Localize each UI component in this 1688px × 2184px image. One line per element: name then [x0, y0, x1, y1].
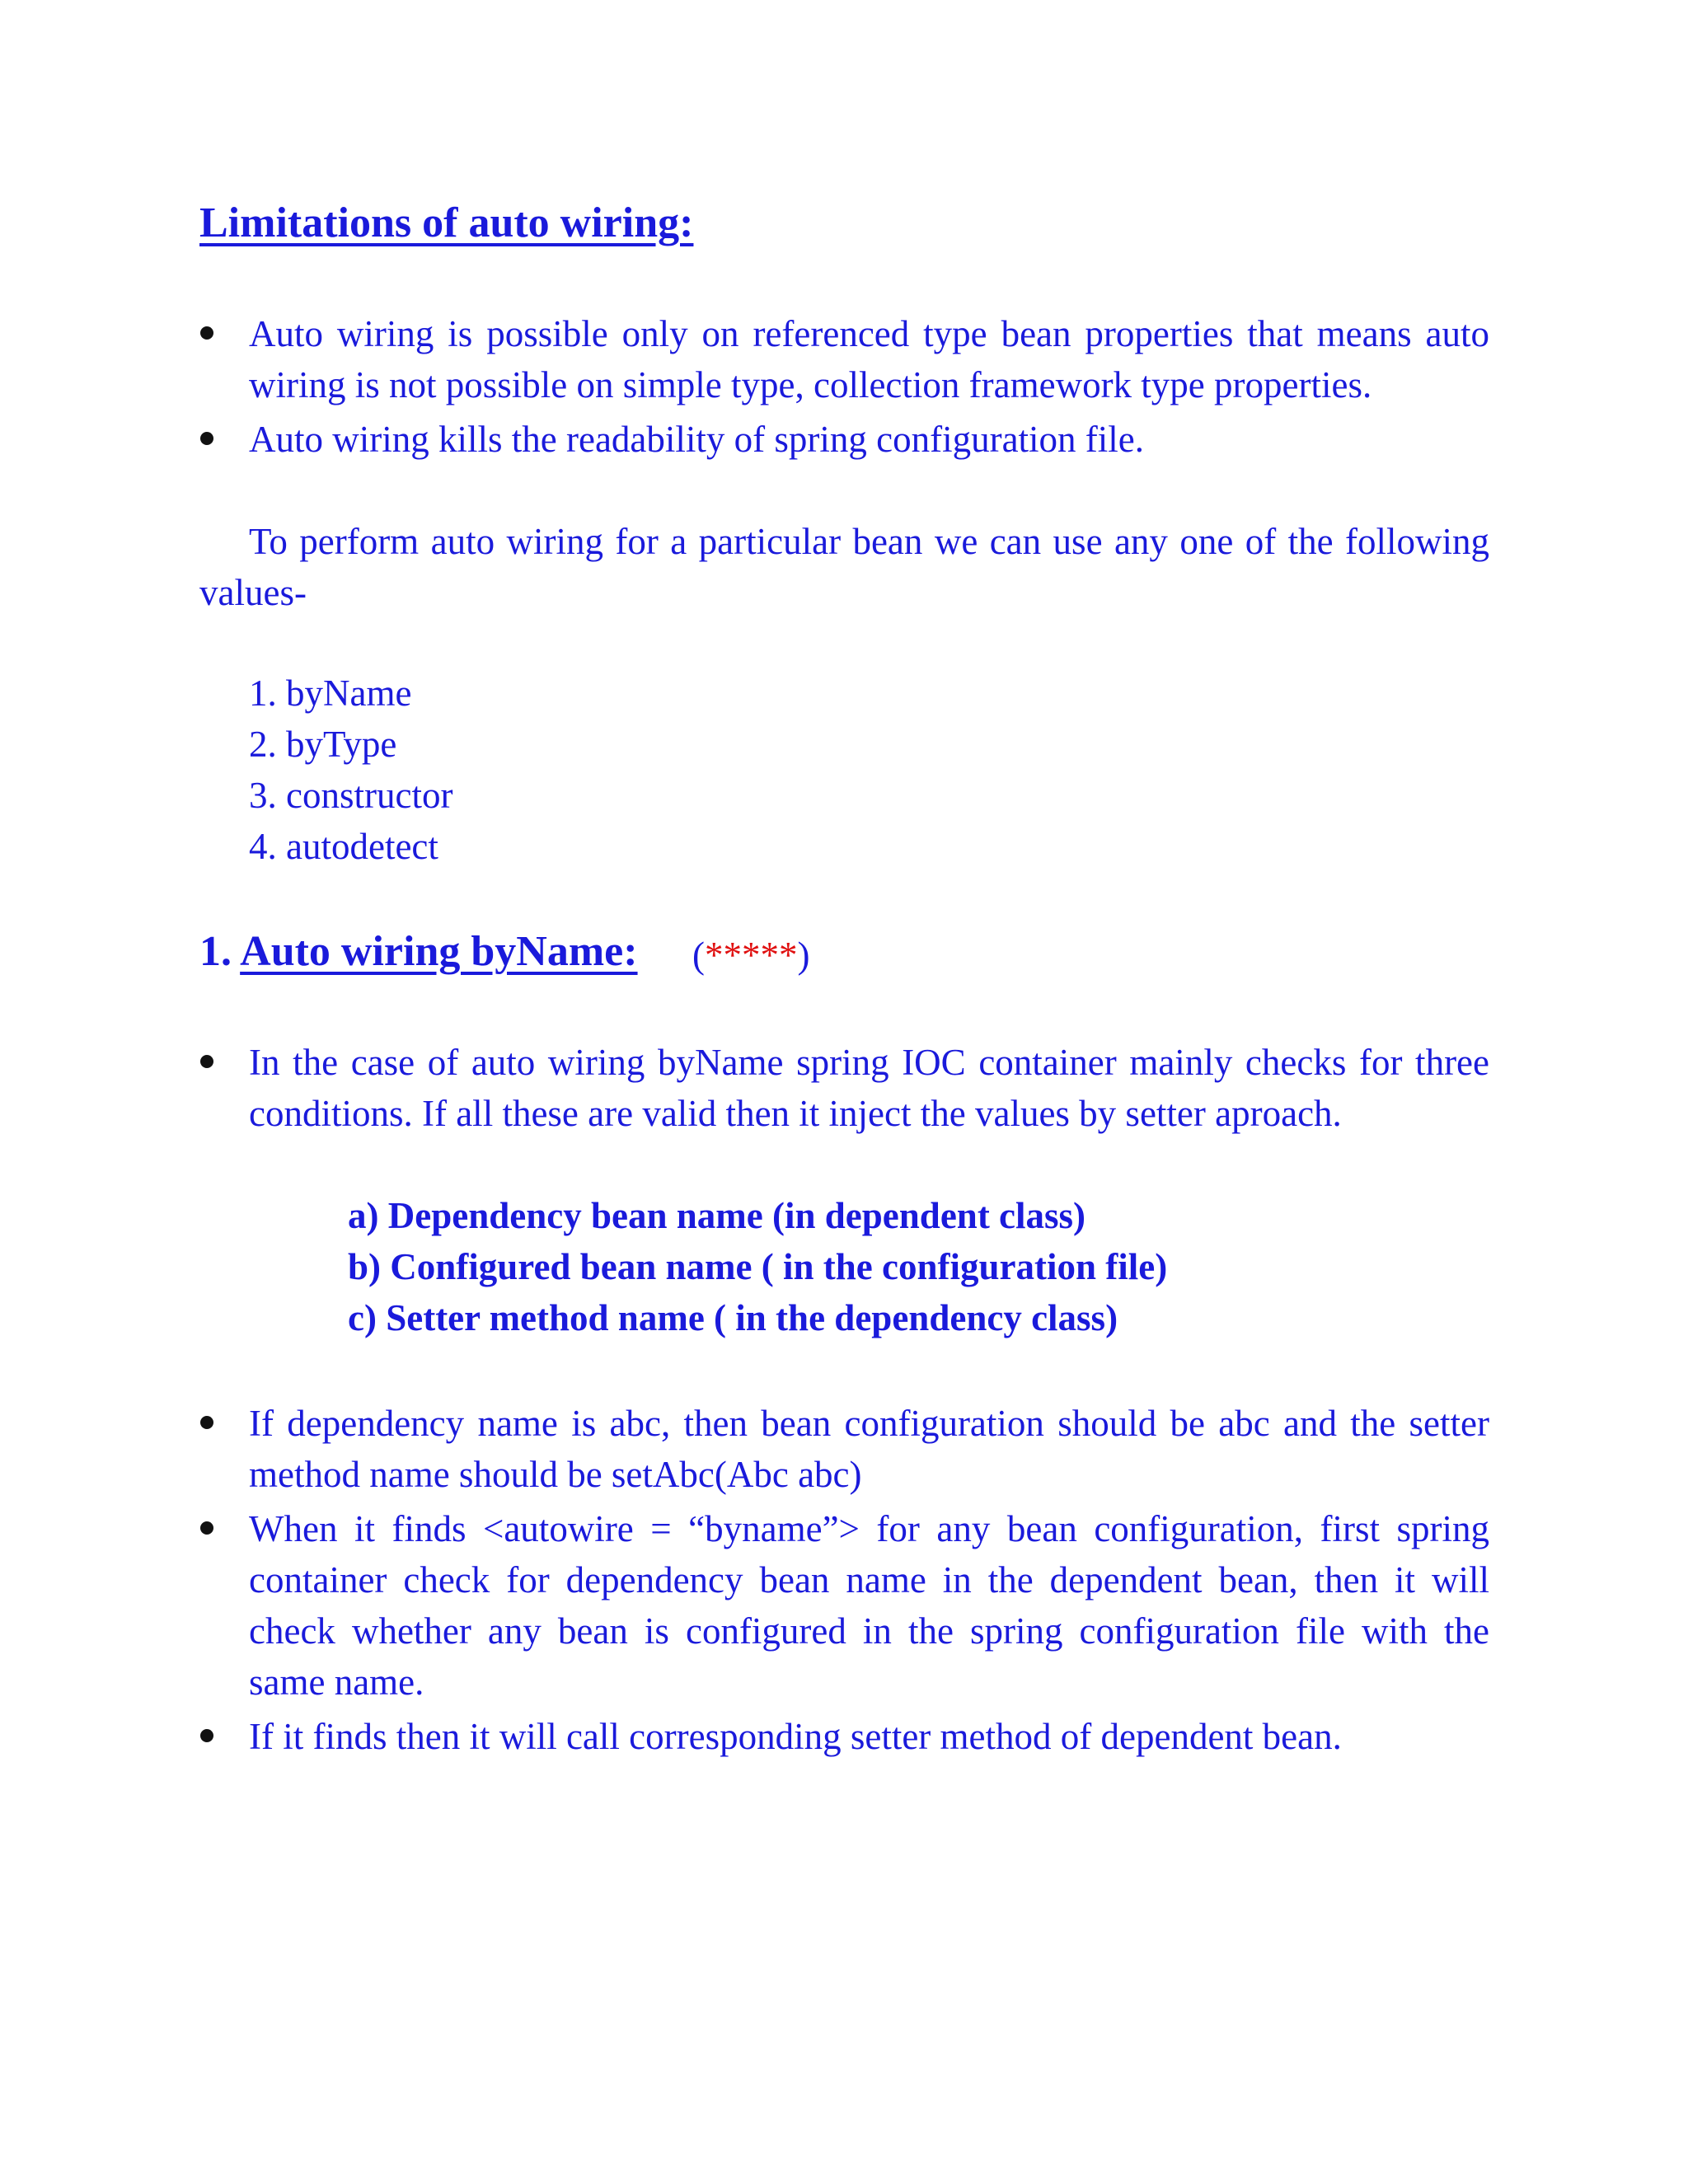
bullet-icon: [200, 1521, 213, 1535]
rating-stars: *****: [705, 935, 798, 976]
mode-item-autodetect: 4. autodetect: [249, 826, 438, 867]
byname-intro-line-2: conditions. If all these are valid then it inject the values by setter aproach.: [249, 1093, 1342, 1134]
mode-item-bytype: 2. byType: [249, 724, 397, 765]
condition-item-b: b) Configured bean name ( in the configuration file): [348, 1246, 1168, 1287]
section-heading-byname: [199, 926, 638, 977]
limitation-item-2: Auto wiring kills the readability of spring configuration file.: [249, 419, 1145, 460]
bullet-icon: [200, 1055, 213, 1068]
byname-intro-line-1: In the case of auto wiring byName spring IOC container mainly checks for three: [249, 1042, 1489, 1083]
section-title: Auto wiring byName:: [240, 928, 638, 975]
detail-item-1-line-1: If dependency name is abc, then bean configuration should be abc and the setter: [249, 1403, 1489, 1444]
rating-close: ): [797, 935, 810, 976]
limitation-item-1-line-1: Auto wiring is possible only on referenced type bean properties that means auto: [249, 313, 1489, 354]
mode-item-byname: 1. byName: [249, 673, 412, 714]
detail-item-2-line-4: same name.: [249, 1661, 424, 1703]
importance-rating: [692, 930, 810, 981]
condition-item-a: a) Dependency bean name (in dependent class): [348, 1195, 1086, 1236]
section-number: 1.: [199, 928, 232, 975]
bullet-icon: [200, 1729, 213, 1742]
rating-open: (: [692, 935, 705, 976]
detail-item-3: If it finds then it will call corresponding setter method of dependent bean.: [249, 1716, 1342, 1757]
detail-item-1-line-2: method name should be setAbc(Abc abc): [249, 1454, 862, 1495]
intro-paragraph-line-2: values-: [199, 572, 307, 613]
detail-item-2-line-2: container check for dependency bean name in the dependent bean, then it will: [249, 1559, 1489, 1601]
detail-item-2-line-3: check whether any bean is configured in the spring configuration file with the: [249, 1610, 1489, 1652]
limitation-item-1-line-2: wiring is not possible on simple type, collection framework type properties.: [249, 364, 1372, 405]
condition-item-c: c) Setter method name ( in the dependency class): [348, 1297, 1118, 1338]
detail-item-2-line-1: When it finds <autowire = “byname”> for any bean configuration, first spring: [249, 1508, 1489, 1549]
intro-paragraph-line-1: To perform auto wiring for a particular bean we can use any one of the following: [249, 521, 1489, 562]
section-heading-limitations: Limitations of auto wiring:: [199, 199, 694, 246]
bullet-icon: [200, 1416, 213, 1429]
bullet-icon: [200, 432, 213, 445]
bullet-icon: [200, 326, 213, 340]
mode-item-constructor: 3. constructor: [249, 775, 453, 816]
